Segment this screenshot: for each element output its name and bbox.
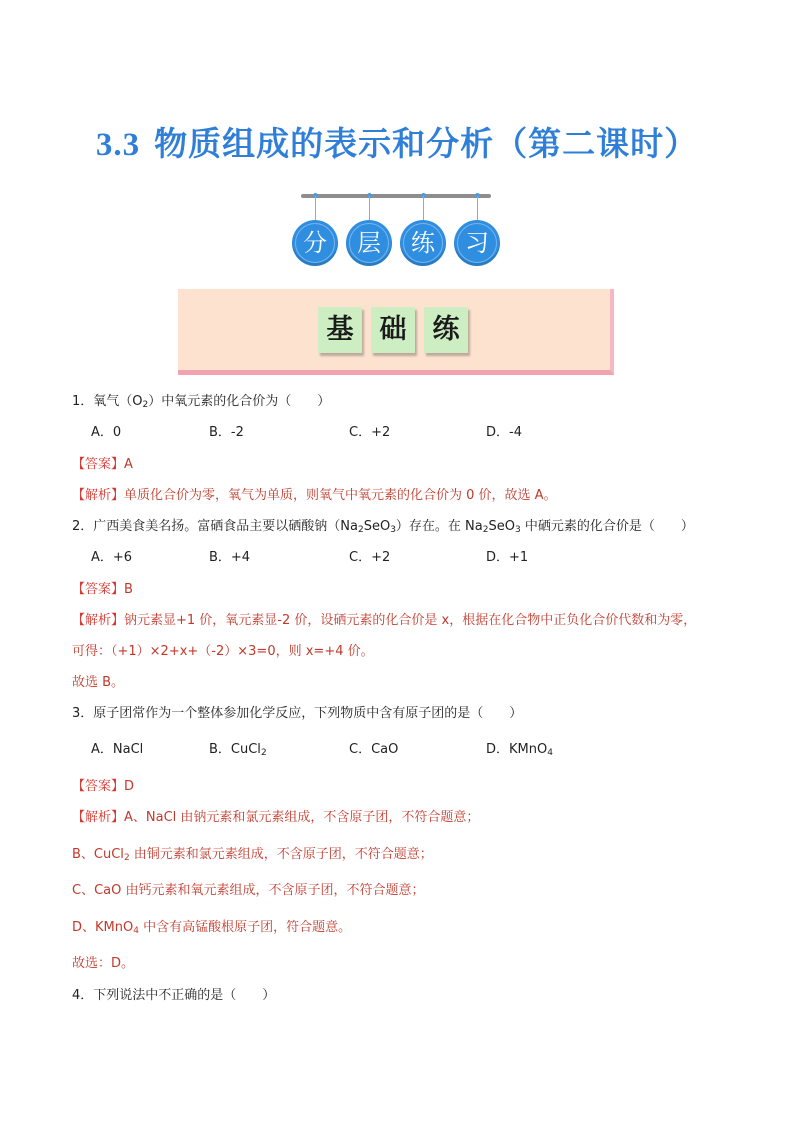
q2-option-c: C．+2 xyxy=(349,550,391,565)
hanger-string xyxy=(369,196,370,222)
q1-analysis: 【解析】单质化合价为零，氧气为单质，则氧气中氧元素的化合价为 0 价，故选 A。 xyxy=(72,488,557,503)
q2-option-a: A．+6 xyxy=(91,550,133,565)
q1-option-a: A．0 xyxy=(91,425,122,440)
header-badge: 层 xyxy=(346,220,392,266)
q1-option-b: B．-2 xyxy=(209,425,244,440)
header-badge: 练 xyxy=(400,220,446,266)
question-2-stem: 2．广西美食美名扬。富硒食品主要以硒酸钠$(Na_2SeO_3)$存在。在 $Na_2SeO_3$ 中硒元素的化合价是（ ） xyxy=(72,519,694,535)
question-4-stem: 4．下列说法中不正确的是（ ） xyxy=(72,988,276,1003)
q3-option-d: D．KMnO$_4$ xyxy=(486,742,553,758)
title-number: 3.3 xyxy=(95,127,141,163)
hanger-string xyxy=(477,196,478,222)
q2-analysis-line-3: 故选 B。 xyxy=(72,675,125,690)
section-banner xyxy=(178,289,614,375)
q3-analysis-c: C、CaO 由钙元素和氧元素组成，不含原子团，不符合题意； xyxy=(72,883,425,898)
q1-option-d: D．-4 xyxy=(486,425,522,440)
q3-option-a: A．NaCl xyxy=(91,742,144,757)
q3-option-c: C．CaO xyxy=(349,742,399,757)
q1-answer: 【答案】A xyxy=(72,457,133,472)
q2-option-b: B．+4 xyxy=(209,550,251,565)
banner-tile: 练 xyxy=(424,307,468,353)
page-title xyxy=(0,118,794,165)
q2-option-d: D．+1 xyxy=(486,550,529,565)
question-3-stem: 3．原子团常作为一个整体参加化学反应，下列物质中含有原子团的是（ ） xyxy=(72,706,523,721)
q3-option-b: B．CuCl$_2$ xyxy=(209,742,267,758)
title-text: 物质组成的表示和分析（第二课时） xyxy=(154,124,699,163)
q2-answer: 【答案】B xyxy=(72,582,133,597)
hanger-string xyxy=(423,196,424,222)
header-badge: 分 xyxy=(292,220,338,266)
q3-analysis-d: D、KMnO$_4$ 中含有高锰酸根原子团，符合题意。 xyxy=(72,920,352,936)
banner-tile: 基 xyxy=(318,307,362,353)
q3-analysis-a: 【解析】A、NaCl 由钠元素和氯元素组成，不含原子团，不符合题意； xyxy=(72,810,480,825)
q3-answer: 【答案】D xyxy=(72,779,135,794)
header-badge: 习 xyxy=(454,220,500,266)
question-1-stem: 1．氧气$(O_2)$中氧元素的化合价为（ ） xyxy=(72,394,331,410)
q1-option-c: C．+2 xyxy=(349,425,391,440)
banner-tile: 础 xyxy=(371,307,415,353)
q2-analysis-line-2: 可得：（+1）×2+x+（-2）×3=0，则 x=+4 价。 xyxy=(72,644,374,659)
q3-conclusion: 故选：D。 xyxy=(72,956,135,971)
hanger-string xyxy=(315,196,316,222)
badge-hanger-bar xyxy=(301,194,491,198)
q3-analysis-b: B、CuCl$_2$ 由铜元素和氯元素组成，不含原子团，不符合题意； xyxy=(72,847,433,863)
q2-analysis-line-1: 【解析】钠元素显+1 价，氧元素显-2 价，设硒元素的化合价是 x，根据在化合物中正负化合价代数和为零， xyxy=(72,613,697,628)
